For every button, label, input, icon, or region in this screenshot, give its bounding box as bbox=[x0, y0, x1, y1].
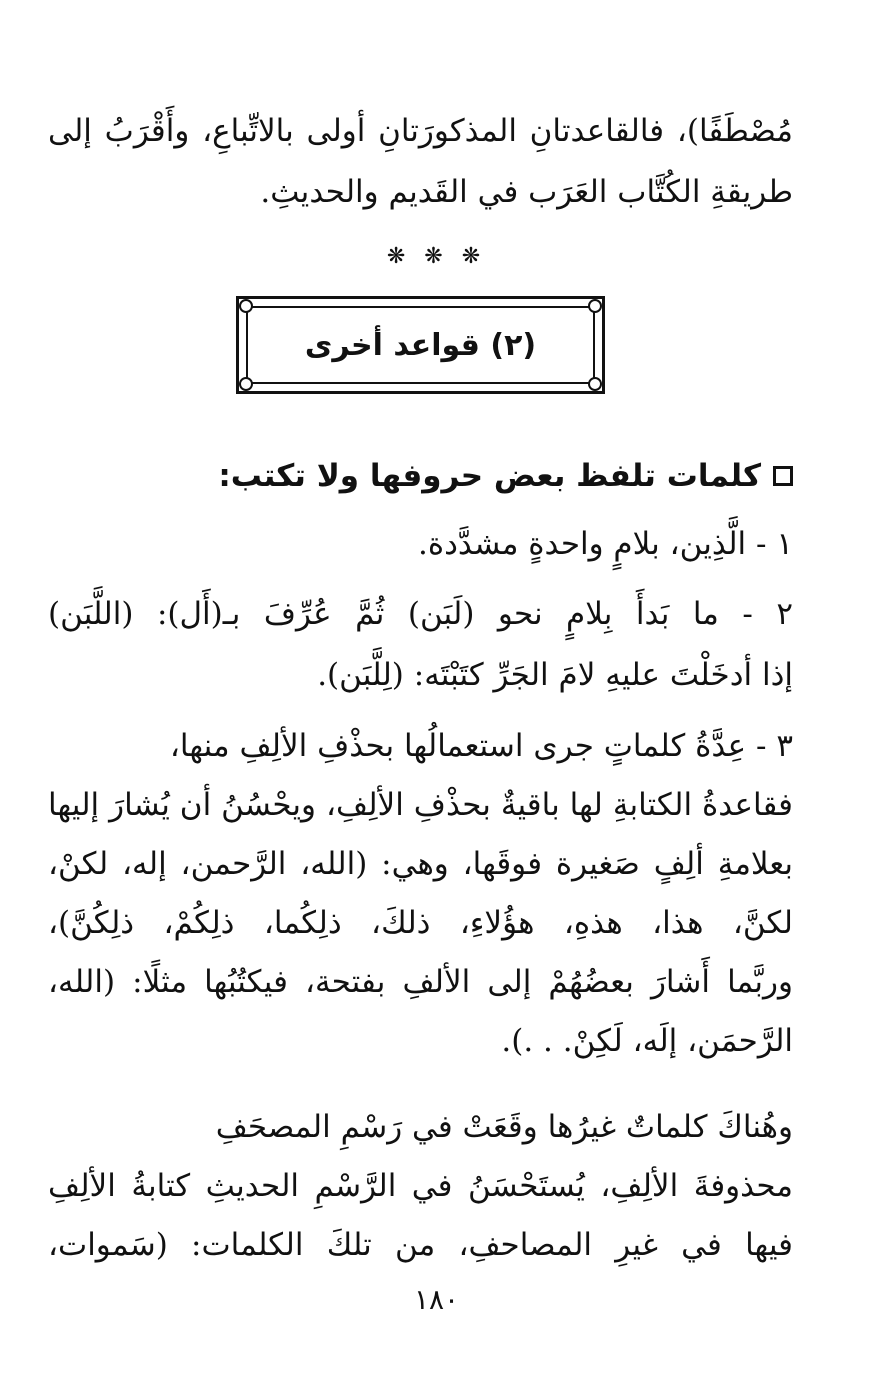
section-title: (٢) قواعد أخرى bbox=[304, 327, 537, 363]
paragraph-top-line-1: مُصْطَفًا)، فالقاعدتانِ المذكورَتانِ أولى بالاتِّباعِ، وأَقْرَبُ إلى bbox=[48, 113, 793, 149]
rule-2-line-2: إذا أدخَلْتَ عليهِ لامَ الجَرِّ كتَبْتَه: (لِلَّبَن). bbox=[317, 657, 793, 693]
page-number: ١٨٠ bbox=[413, 1283, 460, 1316]
section-ornament: ❋ ❋ ❋ bbox=[386, 244, 487, 269]
corner-ornament-icon bbox=[588, 299, 602, 313]
rule-3-line-3: بعلامةِ ألِفٍ صَغيرة فوقَها، وهي: (الله، الرَّحمن، إله، لكنْ، bbox=[48, 846, 793, 882]
square-bullet-icon bbox=[773, 466, 793, 486]
paragraph-bottom-line-2: محذوفةَ الألِفِ، يُستَحْسَنُ في الرَّسْمِ الحديثِ كتابةُ الألِفِ bbox=[48, 1168, 793, 1204]
rule-3-line-1: ٣ - عِدَّةُ كلماتٍ جرى استعمالُها بحذْفِ الألِفِ منها، bbox=[169, 728, 793, 764]
rule-1: ١ - الَّذِين، بلامٍ واحدةٍ مشدَّدة. bbox=[418, 526, 793, 562]
corner-ornament-icon bbox=[588, 377, 602, 391]
corner-ornament-icon bbox=[239, 299, 253, 313]
paragraph-bottom-line-3: فيها في غيرِ المصاحفِ، من تلكَ الكلمات: (سَموات، bbox=[48, 1227, 793, 1263]
subheading-text: كلمات تلفظ بعض حروفها ولا تكتب: bbox=[218, 458, 761, 494]
rule-2-line-1: ٢ - ما بَدأَ بِلامٍ نحو (لَبَن) ثُمَّ عُرِّفَ بـ(أَل): (اللَّبَن) bbox=[48, 596, 793, 632]
section-title-frame bbox=[236, 296, 605, 394]
paragraph-bottom-line-1: وهُناكَ كلماتٌ غيرُها وقَعَتْ في رَسْمِ المصحَفِ bbox=[215, 1109, 793, 1145]
paragraph-top-line-2: طريقةِ الكُتَّاب العَرَب في القَديم والحديثِ. bbox=[260, 174, 793, 210]
section-title-inner-frame bbox=[246, 306, 595, 384]
rule-3-line-4: لكنَّ، هذا، هذهِ، هؤُلاءِ، ذلكَ، ذلِكُما، ذلِكُمْ، ذلِكُنَّ)، bbox=[48, 905, 793, 941]
subheading bbox=[218, 456, 793, 496]
rule-3-line-6: الرَّحمَن، إلَه، لَكِنْ. . .). bbox=[501, 1023, 793, 1059]
corner-ornament-icon bbox=[239, 377, 253, 391]
rule-3-line-2: فقاعدةُ الكتابةِ لها باقيةٌ بحذْفِ الألِفِ، ويحْسُنُ أن يُشارَ إليها bbox=[48, 787, 793, 823]
rule-3-line-5: وربَّما أَشارَ بعضُهُمْ إلى الألفِ بفتحة، فيكتُبُها مثلًا: (الله، bbox=[48, 964, 793, 1000]
